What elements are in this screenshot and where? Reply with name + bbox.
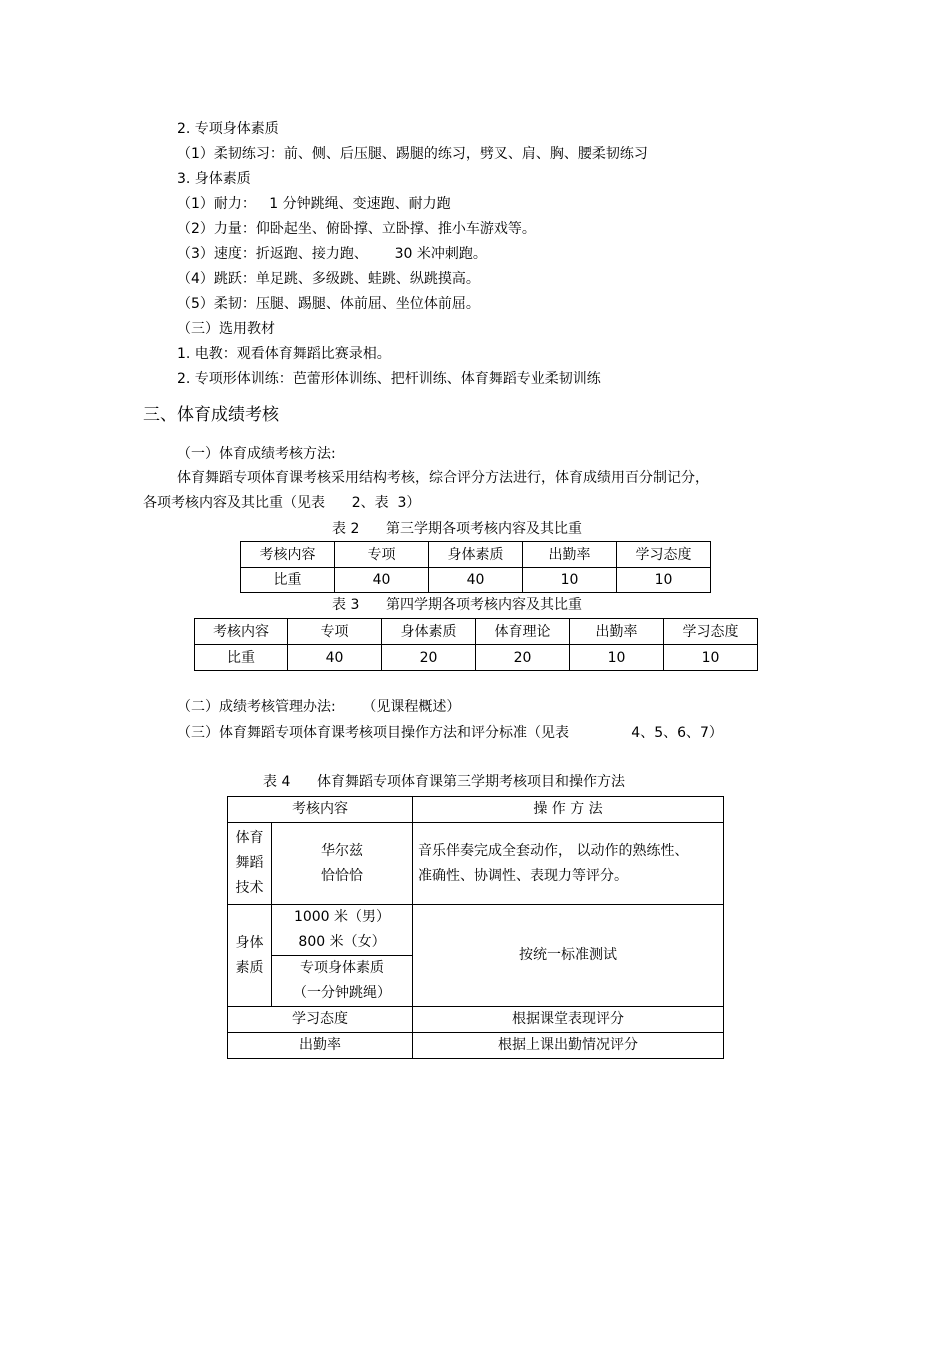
table-row	[195, 645, 758, 671]
item-cell: 出勤率	[228, 1033, 413, 1059]
method-cell: 根据课堂表现评分	[413, 1007, 724, 1033]
table-cell: 10	[664, 645, 758, 671]
table-4	[227, 796, 724, 1059]
table-row	[228, 1007, 724, 1033]
text-line: 3. 身体素质	[177, 171, 251, 187]
table-cell: 10	[523, 568, 617, 593]
method-cell	[413, 823, 724, 905]
paragraph-line: 体育舞蹈专项体育课考核采用结构考核，综合评分方法进行，体育成绩用百分制记分，	[177, 470, 709, 486]
table-row	[228, 1033, 724, 1059]
table-row	[228, 905, 724, 956]
method-text: 音乐伴奏完成全套动作， 以动作的熟练性、	[418, 842, 689, 859]
table-cell: 40	[335, 568, 429, 593]
header-cell: 学习态度	[617, 542, 711, 568]
table-cell: 10	[570, 645, 664, 671]
text-line: （5）柔韧：压腿、踢腿、体前屈、坐位体前屈。	[177, 296, 480, 312]
table-header-row	[241, 542, 711, 568]
header-cell: 考核内容	[228, 797, 413, 823]
header-cell: 身体素质	[429, 542, 523, 568]
table-header-row	[195, 619, 758, 645]
text-line: 2. 专项形体训练：芭蕾形体训练、把杆训练、体育舞蹈专业柔韧训练	[177, 371, 601, 387]
subsection-title: （一）体育成绩考核方法:	[177, 446, 336, 462]
header-cell: 考核内容	[241, 542, 335, 568]
item-label: 1000 米（男）	[293, 909, 391, 925]
header-cell: 专项	[288, 619, 382, 645]
text-line: （3）速度：折返跑、接力跑、 30 米冲刺跑。	[177, 246, 487, 262]
section-heading: 三、体育成绩考核	[143, 405, 279, 425]
table-cell: 20	[382, 645, 476, 671]
text-line: （三）选用教材	[177, 321, 275, 337]
table-3	[194, 618, 758, 671]
text-line: 2. 专项身体素质	[177, 121, 279, 137]
table-cell: 比重	[195, 645, 288, 671]
text-line: 1. 电教：观看体育舞蹈比赛录相。	[177, 346, 391, 362]
text-line: （1）柔韧练习：前、侧、后压腿、踢腿的练习，劈叉、肩、胸、腰柔韧练习	[177, 146, 648, 162]
text-line: （1）耐力： 1 分钟跳绳、变速跑、耐力跑	[177, 196, 451, 212]
group-label: 技术	[235, 880, 264, 896]
item-label: 专项身体素质	[300, 960, 384, 976]
table-caption: 表 2 第三学期各项考核内容及其比重	[332, 521, 583, 537]
text-line: （4）跳跃：单足跳、多级跳、蛙跳、纵跳摸高。	[177, 271, 480, 287]
table-cell: 比重	[241, 568, 335, 593]
header-cell: 操 作 方 法	[413, 797, 724, 823]
group-cell	[228, 823, 272, 905]
table-cell: 40	[288, 645, 382, 671]
item-cell: 学习态度	[228, 1007, 413, 1033]
group-label: 身体	[235, 934, 264, 951]
header-cell: 考核内容	[195, 619, 288, 645]
group-label: 体育	[235, 830, 264, 846]
item-cell	[272, 823, 413, 905]
paragraph-line: 各项考核内容及其比重（见表 2、表 3）	[143, 495, 421, 511]
table-2	[240, 541, 711, 593]
table-caption: 表 3 第四学期各项考核内容及其比重	[332, 597, 583, 613]
header-cell: 身体素质	[382, 619, 476, 645]
item-label: 华尔兹	[321, 842, 363, 859]
group-label: 舞蹈	[235, 855, 264, 871]
table-cell: 40	[429, 568, 523, 593]
item-cell	[272, 956, 413, 1007]
subsection-title: （三）体育舞蹈专项体育课考核项目操作方法和评分标准（见表 4、5、6、7）	[177, 725, 723, 741]
header-cell: 学习态度	[664, 619, 758, 645]
item-label: （一分钟跳绳）	[293, 985, 391, 1001]
table-cell: 20	[476, 645, 570, 671]
method-cell: 按统一标准测试	[413, 905, 724, 1007]
header-cell: 体育理论	[476, 619, 570, 645]
table-cell: 10	[617, 568, 711, 593]
table-header-row	[228, 797, 724, 823]
item-label: 800 米（女）	[298, 934, 386, 950]
item-cell	[272, 905, 413, 956]
method-cell: 根据上课出勤情况评分	[413, 1033, 724, 1059]
group-cell	[228, 905, 272, 1007]
group-label: 素质	[235, 959, 264, 976]
text-line: （2）力量：仰卧起坐、俯卧撑、立卧撑、推小车游戏等。	[177, 221, 536, 237]
table-row	[241, 568, 711, 593]
header-cell: 出勤率	[570, 619, 664, 645]
item-label: 恰恰恰	[321, 867, 363, 884]
method-text: 准确性、协调性、表现力等评分。	[418, 867, 628, 884]
table-row	[228, 823, 724, 905]
subsection-title: （二）成绩考核管理办法: （见课程概述）	[177, 699, 461, 715]
table-caption: 表 4 体育舞蹈专项体育课第三学期考核项目和操作方法	[263, 774, 626, 790]
header-cell: 出勤率	[523, 542, 617, 568]
header-cell: 专项	[335, 542, 429, 568]
